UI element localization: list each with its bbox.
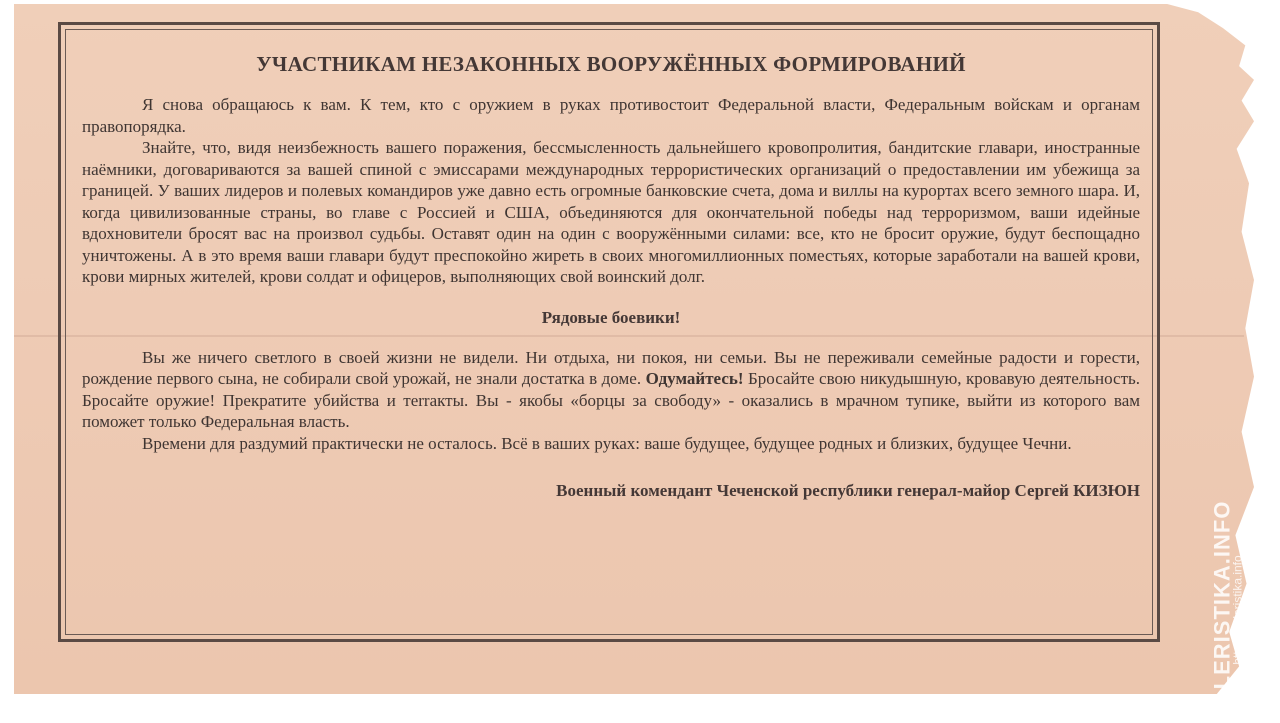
paragraph-address — [82, 347, 1140, 433]
paragraph-warning: Знайте, что, видя неизбежность вашего поражения, бессмысленность дальнейшего кровопролития, бандитские главари, иностранные наёмники, договариваются за вашей спиной с эмиссарами международных террористических организаций о предоставлении им убежища за границей. У ваших лидеров и полевых командиров уже давно есть огромные банковские счета, дома и виллы на курортах всего земного шара. И, когда цивилизованные страны, во главе с Россией и США, объединяются для окончательной победы над терроризмом, ваши идейные вдохновители бросят вас на произвол судьбы. Оставят один на один с вооружёнными силами: все, кто не бросит оружие, будут беспощадно уничтожены. А в это время ваши главари будут преспокойно жиреть в своих многомиллионных поместьях, которые заработали на вашей крови, крови мирных жителей, крови солдат и офицеров, выполняющих свой воинский долг. — [82, 138, 1140, 286]
watermark-url-text: https://faleristika.info — [1231, 555, 1246, 665]
leaflet-content — [82, 50, 1140, 501]
paragraph-appeal: Я снова обращаюсь к вам. К тем, кто с оружием в руках противостоит Федеральной власти, Федеральным войскам и органам правопорядка. — [82, 95, 1140, 136]
signature-line: Военный комендант Чеченской республики генерал-майор Сергей КИЗЮН — [556, 481, 1140, 500]
subheading-rank-and-file: Рядовые боевики! — [541, 307, 681, 327]
paragraph-closing: Времени для раздумий практически не осталось. Всё в ваших руках: ваше будущее, будущее родных и близких, будущее Чечни. — [142, 433, 1072, 453]
paragraph-address-rest: Бросайте свою никудышную, кровавую деятельность. Бросайте оружие! Прекратите убийства и тerrакты. Вы - якобы «борцы за свободу» - оказались в мрачном тупике, выйти из которого вам поможет только Федеральная власть. — [82, 369, 1141, 431]
watermark-brand-text: FALERISTIKA.INFO — [1209, 500, 1235, 720]
watermark-url — [1230, 520, 1246, 700]
paragraph-address-intro: Вы же ничего светлого в своей жизни не видели. Ни отдыха, ни покоя, ни семьи. Вы не переживали семейные радости и горести, рождение первого сына, не собирали свой урожай, не знали достатка в доме. — [82, 347, 1140, 388]
leaflet-title: УЧАСТНИКАМ НЕЗАКОННЫХ ВООРУЖЁННЫХ ФОРМИРОВАНИЙ — [256, 52, 966, 76]
emphasis-reconsider: Одумайтесь! — [645, 369, 744, 388]
